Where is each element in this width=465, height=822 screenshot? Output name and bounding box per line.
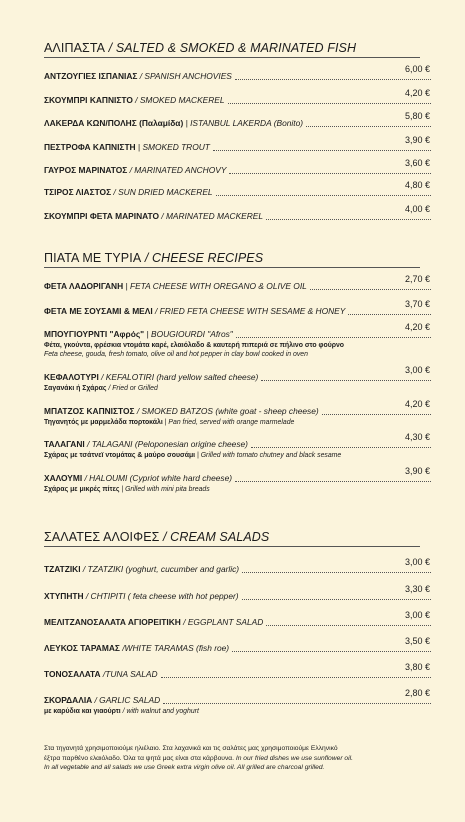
menu-item: ΚΕΦΑΛΟΤΥΡΙ / KEFALOTIRI (hard yellow salted cheese) 3,00 € Σαγανάκι ή Σχάρας / Fried or Grilled [44,371,434,393]
section-title-salads: ΣΑΛΑΤΕΣ ΑΛΟΙΦΕΣ / CREAM SALADS [44,530,270,544]
price: 2,80 € [404,688,430,698]
menu-item: ΧΑΛΟΥΜΙ / HALOUMI (Cypriot white hard cheese) 3,90 € Σχάρας με μικρές πίτες | Grilled with mini pita breads [44,472,434,494]
menu-item: ΧΤΥΠΗΤΗ / CHTIPITI ( feta cheese with hot pepper) 3,30 € [44,584,430,601]
menu-item: ΤΣΙΡΟΣ ΛΙΑΣΤΟΣ / SUN DRIED MACKEREL 4,80 € [44,180,430,197]
section-divider [44,57,420,58]
price: 3,90 € [404,466,430,476]
price: 3,00 € [404,365,430,375]
price: 4,20 € [404,88,430,98]
footer-line: In all vegetable and all salads we use Greek extra virgin olive oil. All grilled are charcoal grilled. [44,764,325,771]
menu-item: ΓΑΥΡΟΣ ΜΑΡΙΝΑΤΟΣ / MARINATED ANCHOVY 3,60 € [44,158,430,175]
price: 4,00 € [404,204,430,214]
price: 3,00 € [404,610,430,620]
section-divider [44,546,420,547]
price: 3,80 € [404,662,430,672]
price: 3,60 € [404,158,430,168]
price: 4,80 € [404,180,430,190]
menu-item: ΜΠΟΥΓΙΟΥΡΝΤΙ "Αφρός" | BOUGIOURDI "Afros" 4,20 € Φέτα, γκούντα, φρέσκια ντομάτα καρέ, ελαιόλαδο & καυτερή πιπεριά σε πήλινο στο φούρνο Feta cheese, gouda, fresh tomato, olive oil and hot pepper in clay bowl cooked in oven [44,328,434,359]
price: 3,90 € [404,135,430,145]
menu-item: ΤΖΑΤΖΙΚΙ / TZATZIKI (yoghurt, cucumber and garlic) 3,00 € [44,557,430,574]
menu-item: ΤΑΛΑΓΑΝΙ / TALAGANI (Peloponesian origine cheese) 4,30 € Σχάρας με τσάτνεϊ ντομάτας & μαύρο σουσάμι | Grilled with tomato chutney and black sesame [44,438,434,460]
item-description: Σαγανάκι ή Σχάρας / Fried or Grilled [44,385,158,392]
menu-item: ΣΚΟΡΔΑΛΙΑ / GARLIC SALAD 2,80 € με καρύδια και γιαούρτι / with walnut and yoghurt [44,694,434,716]
menu-item: ΜΠΑΤΖΟΣ ΚΑΠΝΙΣΤΟΣ / SMOKED BATZOS (white goat - sheep cheese) 4,20 € Τηγανητός με μαρμελάδα πορτοκάλι | Pan fried, served with orange marmelade [44,405,434,427]
item-description: με καρύδια και γιαούρτι / with walnut and yoghurt [44,708,199,715]
menu-item: ΣΚΟΥΜΠΡΙ ΦΕΤΑ ΜΑΡΙΝΑΤΟ / MARINATED MACKEREL 4,00 € [44,204,430,221]
menu-item: ΛΑΚΕΡΔΑ ΚΩΝ/ΠΟΛΗΣ (Παλαμίδα) | ISTANBUL LAKERDA (Bonito) 5,80 € [44,111,430,128]
menu-item: ΑΝΤΖΟΥΓΙΕΣ ΙΣΠΑΝΙΑΣ / SPANISH ANCHOVIES 6,00 € [44,64,430,81]
item-description-en: Feta cheese, gouda, fresh tomato, olive oil and hot pepper in clay bowl cooked in oven [44,351,308,358]
price: 5,80 € [404,111,430,121]
price: 4,30 € [404,432,430,442]
item-description: Τηγανητός με μαρμελάδα πορτοκάλι | Pan fried, served with orange marmelade [44,419,295,426]
section-divider [44,267,420,268]
price: 3,70 € [404,299,430,309]
menu-item: ΠΕΣΤΡΟΦΑ ΚΑΠΝΙΣΤΗ | SMOKED TROUT 3,90 € [44,135,430,152]
price: 3,00 € [404,557,430,567]
menu-item: ΣΚΟΥΜΠΡΙ ΚΑΠΝΙΣΤΟ / SMOKED MACKEREL 4,20 € [44,88,430,105]
price: 2,70 € [404,274,430,284]
menu-item: ΦΕΤΑ ΜΕ ΣΟΥΣΑΜΙ & ΜΕΛΙ / FRIED FETA CHEESE WITH SESAME & HONEY 3,70 € [44,299,430,316]
price: 6,00 € [404,64,430,74]
menu-item: ΜΕΛΙΤΖΑΝΟΣΑΛΑΤΑ ΑΓΙΟΡΕΙΤΙΚΗ / EGGPLANT SALAD 3,00 € [44,610,430,627]
item-description: Σχάρας με τσάτνεϊ ντομάτας & μαύρο σουσάμι | Grilled with tomato chutney and black sesame [44,452,342,459]
footer-note [44,744,444,773]
price: 4,20 € [404,322,430,332]
footer-line: έξτρα παρθένο ελαιόλαδο. Όλα τα ψητά μας είναι στα κάρβουνα. In our fried dishes we use sunflower oil. [44,754,353,762]
price: 3,30 € [404,584,430,594]
menu-item: ΛΕΥΚΟΣ ΤΑΡΑΜΑΣ /WHITE TARAMAS (fish roe) 3,50 € [44,636,430,653]
menu-item: ΤΟΝΟΣΑΛΑΤΑ /TUNA SALAD 3,80 € [44,662,430,679]
price: 4,20 € [404,399,430,409]
section-title-fish: ΑΛΙΠΑΣΤΑ / SALTED & SMOKED & MARINATED FISH [44,41,357,55]
item-description-gr: Φέτα, γκούντα, φρέσκια ντομάτα καρέ, ελαιόλαδο & καυτερή πιπεριά σε πήλινο στο φούρνο [44,342,345,349]
menu-item: ΦΕΤΑ ΛΑΔΟΡΙΓΑΝΗ | FETA CHEESE WITH OREGANO & OLIVE OIL 2,70 € [44,274,430,291]
footer-line: Στα τηγανητά χρησιμοποιούμε ηλιέλαιο. Στα λαχανικά και τις σαλάτες μας χρησιμοποιούμε Ελληνικό [44,745,338,752]
section-title-cheese: ΠΙΑΤΑ ΜΕ ΤΥΡΙΑ / CHEESE RECIPES [44,251,264,265]
item-description: Σχάρας με μικρές πίτες | Grilled with mini pita breads [44,486,210,493]
price: 3,50 € [404,636,430,646]
